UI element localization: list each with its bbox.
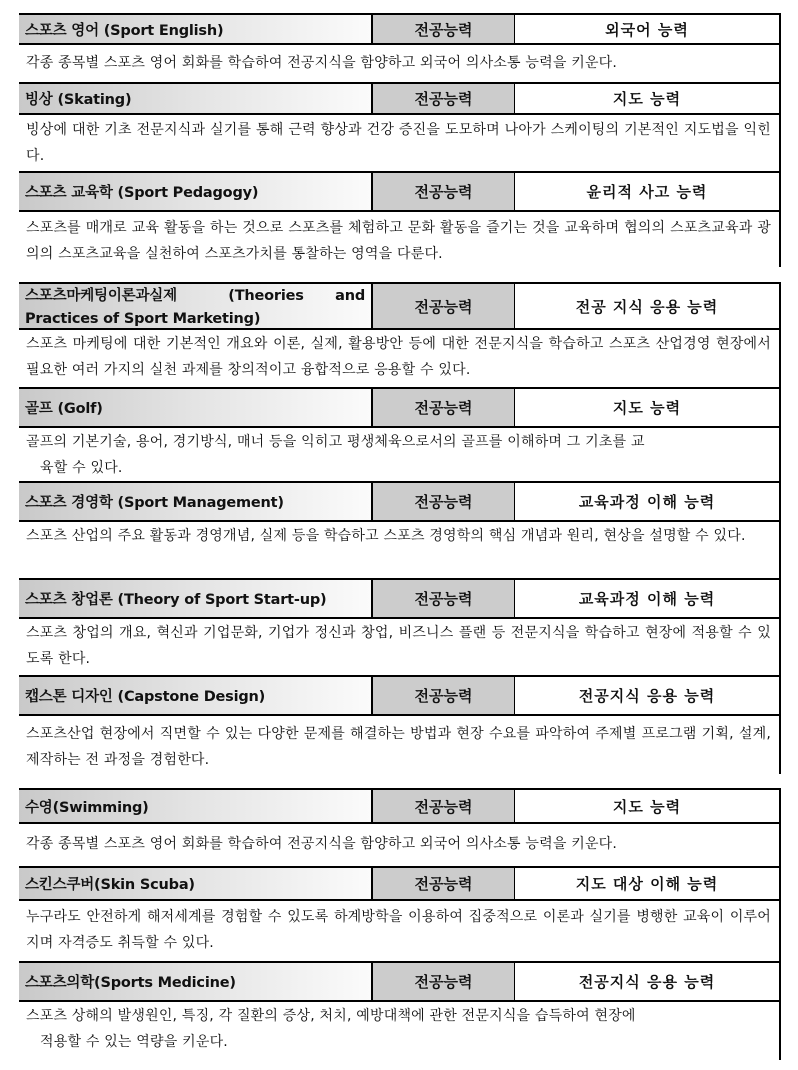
course-category: 전공능력 xyxy=(373,483,515,520)
course-name: 캡스톤 디자인 (Capstone Design) xyxy=(19,677,373,714)
course-table-block-3 xyxy=(19,788,781,1060)
course-description-line2: 적용할 수 있는 역량을 키운다. xyxy=(40,1034,228,1050)
course-description: 스포츠를 매개로 교육 활동을 하는 것으로 스포츠를 체험하고 문화 활동을 즐기는 것을 교육하며 협의의 스포츠교육과 광의의 스포츠교육을 실천하여 스포츠가치를 통찰하는 영역을 다룬다. xyxy=(26,220,771,262)
course-header-row xyxy=(19,866,779,901)
course-competency: 지도 능력 xyxy=(515,790,779,822)
course-competency: 지도 대상 이해 능력 xyxy=(515,868,779,899)
course-name: 스포츠의학(Sports Medicine) xyxy=(19,963,373,1000)
course-description: 각종 종목별 스포츠 영어 회화를 학습하여 전공지식을 함양하고 외국어 의사소통 능력을 키운다. xyxy=(26,55,618,71)
course-category: 전공능력 xyxy=(373,677,515,714)
course-category: 전공능력 xyxy=(373,868,515,899)
course-name: 스킨스쿠버(Skin Scuba) xyxy=(19,868,373,899)
course-competency: 전공 지식 응용 능력 xyxy=(515,284,779,328)
course-header-row xyxy=(19,171,779,212)
course-category: 전공능력 xyxy=(373,389,515,426)
course-name-line2: Practices of Sport Marketing) xyxy=(25,311,261,327)
course-competency: 전공지식 응용 능력 xyxy=(515,677,779,714)
course-description: 빙상에 대한 기초 전문지식과 실기를 통해 근력 향상과 건강 증진을 도모하며 나아가 스케이팅의 기본적인 지도법을 익힌다. xyxy=(26,122,771,164)
course-name-line1-korean: 스포츠마케팅이론과실제 xyxy=(25,288,177,304)
course-category: 전공능력 xyxy=(373,790,515,822)
course-category: 전공능력 xyxy=(373,84,515,113)
course-header-row xyxy=(19,387,779,428)
course-competency: 지도 능력 xyxy=(515,84,779,113)
course-header-row xyxy=(19,961,779,1002)
course-name xyxy=(19,284,373,328)
course-name: 골프 (Golf) xyxy=(19,389,373,426)
course-competency: 교육과정 이해 능력 xyxy=(515,483,779,520)
course-header-row xyxy=(19,578,779,619)
course-competency: 지도 능력 xyxy=(515,389,779,426)
course-description-line1: 스포츠 상해의 발생원인, 특징, 각 질환의 증상, 처치, 예방대책에 관한 전문지식을 습득하여 현장에 xyxy=(26,1008,636,1024)
course-category: 전공능력 xyxy=(373,580,515,617)
course-name-line1-and: and xyxy=(335,288,365,304)
course-category: 전공능력 xyxy=(373,284,515,328)
course-description: 스포츠 산업의 주요 활동과 경영개념, 실제 등을 학습하고 스포츠 경영학의 핵심 개념과 원리, 현상을 설명할 수 있다. xyxy=(26,528,746,544)
course-category: 전공능력 xyxy=(373,963,515,1000)
course-competency: 윤리적 사고 능력 xyxy=(515,173,779,210)
course-description-line1: 골프의 기본기술, 용어, 경기방식, 매너 등을 익히고 평생체육으로서의 골프를 이해하며 그 기초를 교 xyxy=(26,434,645,450)
course-category: 전공능력 xyxy=(373,173,515,210)
course-description: 스포츠산업 현장에서 직면할 수 있는 다양한 문제를 해결하는 방법과 현장 수요를 파악하여 주제별 프로그램 기획, 설계, 제작하는 전 과정을 경험한다. xyxy=(26,726,771,768)
course-header-row xyxy=(19,282,779,330)
course-description: 스포츠 마케팅에 대한 기본적인 개요와 이론, 실제, 활용방안 등에 대한 전문지식을 학습하고 스포츠 산업경영 현장에서 필요한 여러 가지의 실천 과제를 창의적이고 융합적으로 응용할 수 있다. xyxy=(26,336,771,378)
course-header-row xyxy=(19,788,779,824)
course-name: 스포츠 경영학 (Sport Management) xyxy=(19,483,373,520)
course-competency: 전공지식 응용 능력 xyxy=(515,963,779,1000)
course-name: 스포츠 영어 (Sport English) xyxy=(19,15,373,43)
course-description xyxy=(19,428,779,481)
course-name: 스포츠 창업론 (Theory of Sport Start-up) xyxy=(19,580,373,617)
course-category: 전공능력 xyxy=(373,15,515,43)
course-description: 스포츠 창업의 개요, 혁신과 기업문화, 기업가 정신과 창업, 비즈니스 플랜 등 전문지식을 학습하고 현장에 적용할 수 있도록 한다. xyxy=(26,625,771,667)
course-name: 빙상 (Skating) xyxy=(19,84,373,113)
course-description xyxy=(19,1002,779,1060)
course-table-block-1 xyxy=(19,13,781,267)
course-competency: 외국어 능력 xyxy=(515,15,779,43)
course-name-line1-english: (Theories xyxy=(228,288,304,304)
course-description: 각종 종목별 스포츠 영어 회화를 학습하여 전공지식을 함양하고 외국어 의사소통 능력을 키운다. xyxy=(26,836,618,852)
course-competency: 교육과정 이해 능력 xyxy=(515,580,779,617)
course-header-row xyxy=(19,13,779,45)
course-table-block-2 xyxy=(19,282,781,774)
course-name: 수영(Swimming) xyxy=(19,790,373,822)
course-header-row xyxy=(19,675,779,716)
course-header-row xyxy=(19,481,779,522)
course-header-row xyxy=(19,82,779,115)
course-name: 스포츠 교육학 (Sport Pedagogy) xyxy=(19,173,373,210)
course-description: 누구라도 안전하게 해저세계를 경험할 수 있도록 하계방학을 이용하여 집중적으로 이론과 실기를 병행한 교육이 이루어지며 자격증도 취득할 수 있다. xyxy=(26,909,771,951)
course-description-line2: 육할 수 있다. xyxy=(40,460,123,476)
